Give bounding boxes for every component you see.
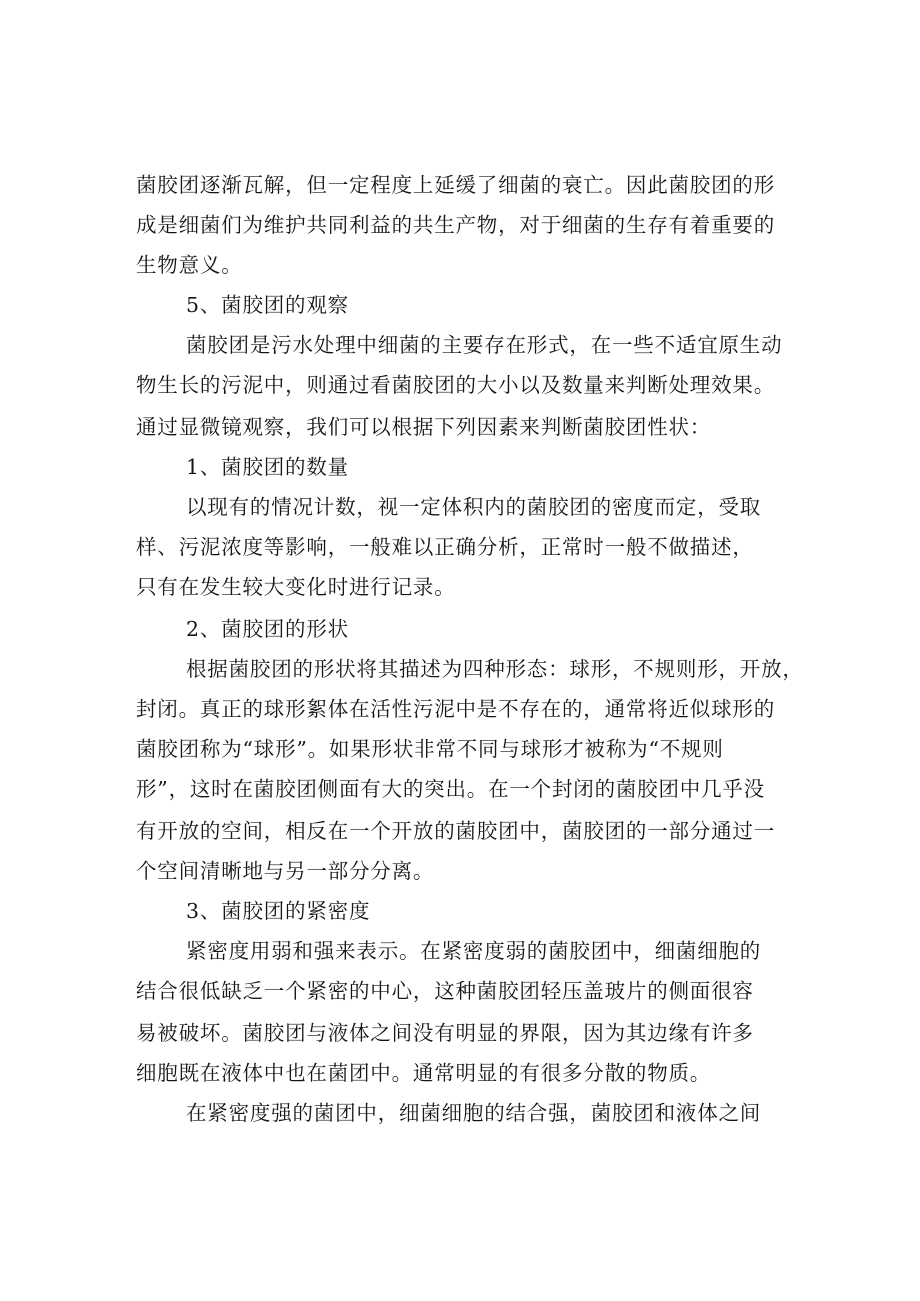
paragraph-line: 封闭。真正的球形絮体在活性污泥中是不存在的，通常将近似球形的: [136, 697, 775, 721]
paragraph-line: 紧密度用弱和强来表示。在紧密度弱的菌胶团中，细菌细胞的: [186, 939, 762, 963]
subsection-heading: 1、菌胶团的数量: [186, 455, 349, 479]
paragraph-line: 以现有的情况计数，视一定体积内的菌胶团的密度而定，受取: [186, 495, 762, 519]
paragraph-line: 有开放的空间，相反在一个开放的菌胶团中，菌胶团的一部分通过一: [136, 819, 775, 843]
paragraph-line: 个空间清晰地与另一部分分离。: [136, 859, 435, 883]
paragraph-line: 结合很低缺乏一个紧密的中心，这种菌胶团轻压盖玻片的侧面很容: [136, 979, 754, 1003]
paragraph-line: 在紧密度强的菌团中，细菌细胞的结合强，菌胶团和液体之间: [186, 1101, 762, 1125]
paragraph-line: 物生长的污泥中，则通过看菌胶团的大小以及数量来判断处理效果。: [136, 373, 775, 397]
paragraph-line: 生物意义。: [136, 253, 243, 277]
paragraph-line: 菌胶团逐渐瓦解，但一定程度上延缓了细菌的衰亡。因此菌胶团的形: [136, 173, 775, 197]
paragraph-line: 细胞既在液体中也在菌团中。通常明显的有很多分散的物质。: [136, 1061, 712, 1085]
subsection-heading: 2、菌胶团的形状: [186, 617, 349, 641]
paragraph-line: 菌胶团是污水处理中细菌的主要存在形式，在一些不适宜原生动: [186, 333, 783, 357]
subsection-heading: 3、菌胶团的紧密度: [186, 899, 371, 923]
paragraph-line: 形”，这时在菌胶团侧面有大的突出。在一个封闭的菌胶团中几乎没: [136, 777, 765, 801]
paragraph-line: 只有在发生较大变化时进行记录。: [136, 575, 456, 599]
paragraph-line: 成是细菌们为维护共同利益的共生产物，对于细菌的生存有着重要的: [136, 213, 775, 237]
paragraph-line: 菌胶团称为“球形”。如果形状非常不同与球形才被称为“不规则: [136, 737, 724, 761]
paragraph-line: 通过显微镜观察，我们可以根据下列因素来判断菌胶团性状：: [136, 415, 712, 439]
paragraph-line: 易被破坏。菌胶团与液体之间没有明显的界限，因为其边缘有许多: [136, 1021, 754, 1045]
paragraph-line: 根据菌胶团的形状将其描述为四种形态：球形，不规则形，开放，: [186, 657, 804, 681]
section-heading: 5、菌胶团的观察: [186, 293, 349, 317]
paragraph-line: 样、污泥浓度等影响，一般难以正确分析，正常时一般不做描述，: [136, 535, 754, 559]
